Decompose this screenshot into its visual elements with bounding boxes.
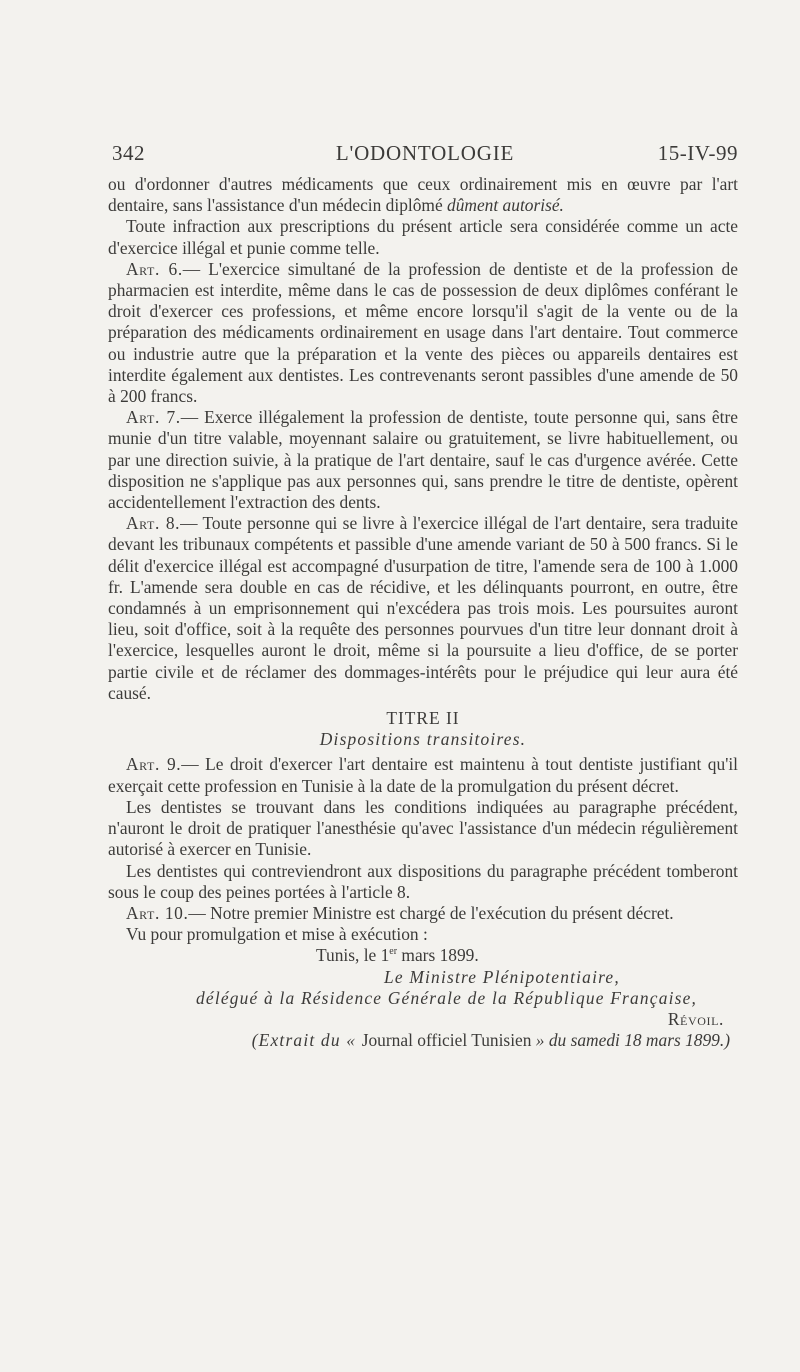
- place-date-sup: er: [389, 946, 398, 958]
- document-body: [108, 174, 738, 1051]
- article-label: Art. 9.: [126, 754, 182, 775]
- article-7: [108, 407, 738, 513]
- place-date: [108, 945, 738, 966]
- paragraph: [108, 174, 738, 216]
- signatory-title: Le Ministre Plénipotentiaire,: [384, 966, 620, 987]
- article-text: — Exerce illégalement la profession de dentiste, toute personne qui, sans être munie d'un titre valable, moyennant salaire ou gratuitement, se livre habituellement, ou par une direction suivie, à la pratique de l'art dentaire, sauf le cas d'urgence avérée. Cette disposition ne s'applique pas aux personnes qui, sans prendre le titre de dentiste, opèrent accidentellement l'extraction des dents.: [108, 407, 738, 513]
- source-note-text: » du samedi 18 mars 1899.): [531, 1030, 730, 1051]
- article-label: Art. 7.: [126, 407, 181, 428]
- source-note-text: (Extrait du «: [251, 1030, 362, 1051]
- section-subtitle: Dispositions transitoires.: [319, 729, 527, 750]
- paragraph: Les dentistes se trouvant dans les conditions indiquées au paragraphe précédent, n'auront le droit de pratiquer l'anesthésie qu'avec l'assistance d'un médecin régulièrement autorisé à exercer en Tunisie.: [108, 796, 738, 860]
- article-9: [108, 754, 738, 796]
- section-title: TITRE II: [386, 708, 460, 729]
- article-10: [108, 903, 738, 924]
- running-title: L'ODONTOLOGIE: [335, 141, 515, 165]
- article-8: [108, 513, 738, 704]
- source-note: [108, 1030, 738, 1051]
- article-label: Art. 10.: [126, 902, 189, 923]
- article-text: — Toute personne qui se livre à l'exercice illégal de l'art dentaire, sera traduite devant les tribunaux compétents et passible d'une amende variant de 50 à 500 francs. Si le délit d'exercice illégal est accompagné d'usurpation de titre, l'amende sera de 100 à 1.000 fr. L'amende sera double en cas de récidive, et les délinquants pourront, en outre, être condamnés à un emprisonnement qui n'excédera pas trois mois. Les poursuites auront lieu, soit d'office, soit à la requête des personnes pourvues d'un titre leur donnant droit à l'exercice, lesquelles auront le droit, même si la poursuite a lieu d'office, de se porter partie civile et de réclamer des dommages-intérêts pour le préjudice qui leur aura été causé.: [108, 513, 738, 703]
- paragraph: Toute infraction aux prescriptions du présent article sera considérée comme un acte d'exercice illégal et punie comme telle.: [108, 216, 738, 258]
- paragraph-text: ou d'ordonner d'autres médicaments que ceux ordinairement mis en œuvre par l'art dentaire, sans l'assistance d'un médecin diplômé: [108, 174, 738, 216]
- signatory-role: délégué à la Résidence Générale de la République Française,: [196, 987, 698, 1008]
- page-number: 342: [112, 141, 145, 165]
- article-6: [108, 259, 738, 407]
- source-note-journal: Journal officiel Tunisien: [361, 1030, 532, 1051]
- paragraph: Les dentistes qui contreviendront aux dispositions du paragraphe précédent tomberont sous le coup des peines portées à l'article 8.: [108, 860, 738, 902]
- issue-date: 15-IV-99: [657, 141, 738, 165]
- article-label: Art. 8.: [126, 513, 181, 534]
- paragraph-text-italic: dûment autorisé.: [447, 195, 564, 216]
- article-text: — Notre premier Ministre est chargé de l'exécution du présent décret.: [188, 902, 674, 923]
- promulgation-line: Vu pour promulgation et mise à exécution :: [126, 924, 428, 945]
- article-label: Art. 6.: [126, 258, 183, 279]
- place-date-text: Tunis, le 1: [316, 945, 390, 966]
- page-header: [112, 141, 738, 171]
- signatory-name: Révoil.: [667, 1008, 724, 1029]
- article-text: — Le droit d'exercer l'art dentaire est maintenu à tout dentiste justifiant qu'il exerçait cette profession en Tunisie à la date de la promulgation du présent décret.: [108, 754, 738, 796]
- place-date-text: mars 1899.: [397, 945, 479, 966]
- article-text: — L'exercice simultané de la profession de dentiste et de la profession de pharmacien est interdite, même dans le cas de possession de deux diplômes conférant le droit d'exercer ces professions, et même encore lorsqu'il s'agit de la vente ou de la préparation des médicaments ordinairement en usage dans l'art dentaire. Tout commerce ou industrie autre que la préparation et la vente des pièces ou appareils dentaires est interdite également aux dentistes. Les contrevenants seront passibles d'une amende de 50 à 200 francs.: [108, 258, 738, 407]
